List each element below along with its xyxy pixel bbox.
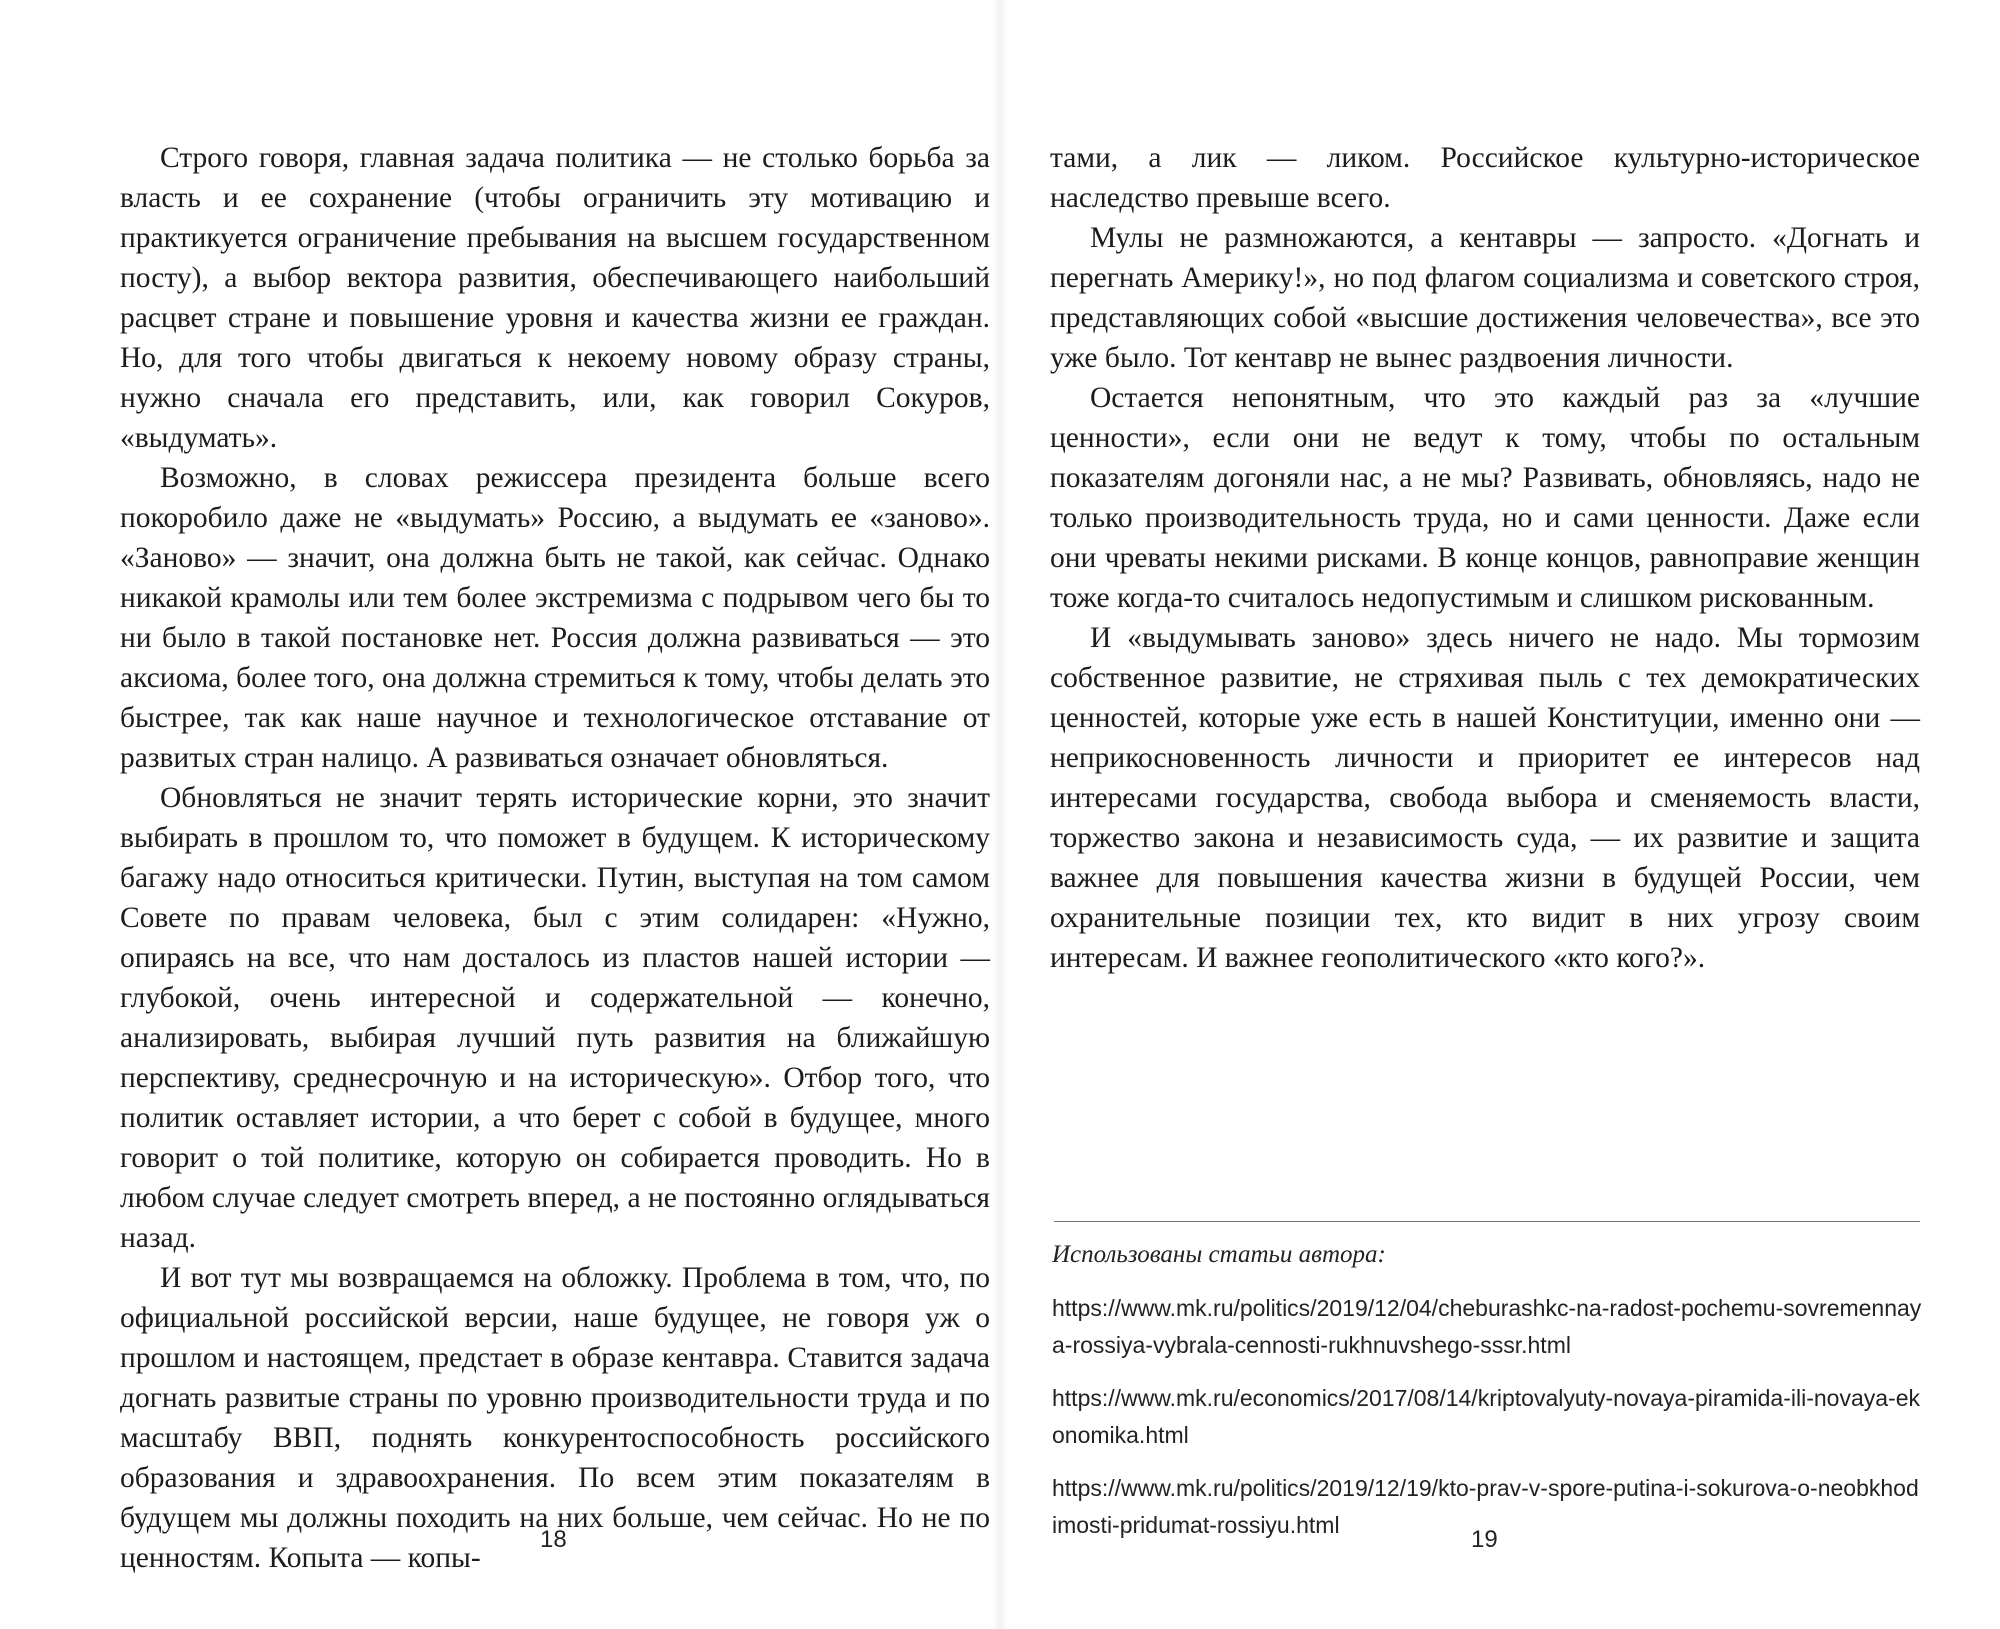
- paragraph: Мулы не размножаются, а кентавры — запросто. «Догнать и перегнать Америку!», но под флагом социализма и советского строя, представляющих собой «высшие достижения человечества», все это уже было. Тот кентавр не вынес раздвоения личности.: [1050, 222, 1920, 374]
- page-number: 18: [540, 1526, 567, 1553]
- footnote-link[interactable]: https://www.mk.ru/economics/2017/08/14/kriptovalyuty-novaya-piramida-ili-novaya-ekonomika.html: [1052, 1385, 1920, 1448]
- left-page-text: [120, 138, 990, 1578]
- right-page: [1000, 0, 2000, 1629]
- footnote-divider: [1054, 1221, 1920, 1222]
- footnote-heading: Использованы статьи автора:: [1052, 1241, 1386, 1268]
- footnote-link[interactable]: https://www.mk.ru/politics/2019/12/19/kto-prav-v-spore-putina-i-sokurova-o-neobkhodimosti-pridumat-rossiyu.html: [1052, 1475, 1919, 1538]
- paragraph: Строго говоря, главная задача политика — не столько борьба за власть и ее сохранение (чтобы ограничить эту мотивацию и практикуется ограничение пребывания на высшем государственном посту), а выбор вектора развития, обеспечивающего наибольший расцвет стране и повышение уровня и качества жизни ее граждан. Но, для того чтобы двигаться к некоему новому образу страны, нужно сначала его представить, или, как говорил Сокуров, «выдумать».: [120, 142, 990, 454]
- footnotes: [1052, 1238, 1922, 1560]
- paragraph: Остается непонятным, что это каждый раз за «лучшие ценности», если они не ведут к тому, чтобы по остальным показателям догоняли нас, а не мы? Развивать, обновляясь, надо не только производительность труда, но и сами ценности. Даже если они чреваты некими рисками. В конце концов, равноправие женщин тоже когда-то считалось недопустимым и слишком рискованным.: [1050, 382, 1920, 614]
- paragraph: Возможно, в словах режиссера президента больше всего покоробило даже не «выдумать» Россию, а выдумать ее «заново». «Заново» — значит, она должна быть не такой, как сейчас. Однако никакой крамолы или тем более экстремизма с подрывом чего бы то ни было в такой постановке нет. Россия должна развиваться — это аксиома, более того, она должна стремиться к тому, чтобы делать это быстрее, так как наше научное и технологическое отставание от развитых стран налицо. А развиваться означает обновляться.: [120, 462, 990, 774]
- right-page-text: [1050, 138, 1920, 978]
- paragraph: Обновляться не значит терять исторические корни, это значит выбирать в прошлом то, что поможет в будущем. К историческому багажу надо относиться критически. Путин, выступая на том самом Совете по правам человека, был с этим солидарен: «Нужно, опираясь на все, что нам досталось из пластов нашей истории — глубокой, очень интересной и содержательной — конечно, анализировать, выбирая лучший путь развития на ближайшую перспективу, среднесрочную и на историческую». Отбор того, что политик оставляет истории, а что берет с собой в будущее, много говорит о той политике, которую он собирается проводить. Но в любом случае следует смотреть вперед, а не постоянно оглядываться назад.: [120, 782, 990, 1254]
- paragraph: И вот тут мы возвращаемся на обложку. Проблема в том, что, по официальной российской версии, наше будущее, не говоря уж о прошлом и настоящем, предстает в образе кентавра. Ставится задача догнать развитые страны по уровню производительности труда и по масштабу ВВП, поднять конкурентоспособность российского образования и здравоохранения. По всем этим показателям в будущем мы должны походить на них больше, чем сейчас. Но не по ценностям. Копыта — копы-: [120, 1262, 990, 1574]
- footnote-link[interactable]: https://www.mk.ru/politics/2019/12/04/cheburashkc-na-radost-pochemu-sovremennaya-rossiya-vybrala-cennosti-rukhnuvshego-sssr.html: [1052, 1295, 1922, 1358]
- page-number: 19: [1471, 1526, 1498, 1553]
- paragraph: И «выдумывать заново» здесь ничего не надо. Мы тормозим собственное развитие, не стряхивая пыль с тех демократических ценностей, которые уже есть в нашей Конституции, именно они — неприкосновенность личности и приоритет ее интересов над интересами государства, свобода выбора и сменяемость власти, торжество закона и независимость суда, — их развитие и защита важнее для повышения качества жизни в будущей России, чем охранительные позиции тех, кто видит в них угрозу своим интересам. И важнее геополитического «кто кого?».: [1050, 622, 1920, 974]
- paragraph-continuation: тами, а лик — ликом. Российское культурно-историческое наследство превыше всего.: [1050, 142, 1920, 214]
